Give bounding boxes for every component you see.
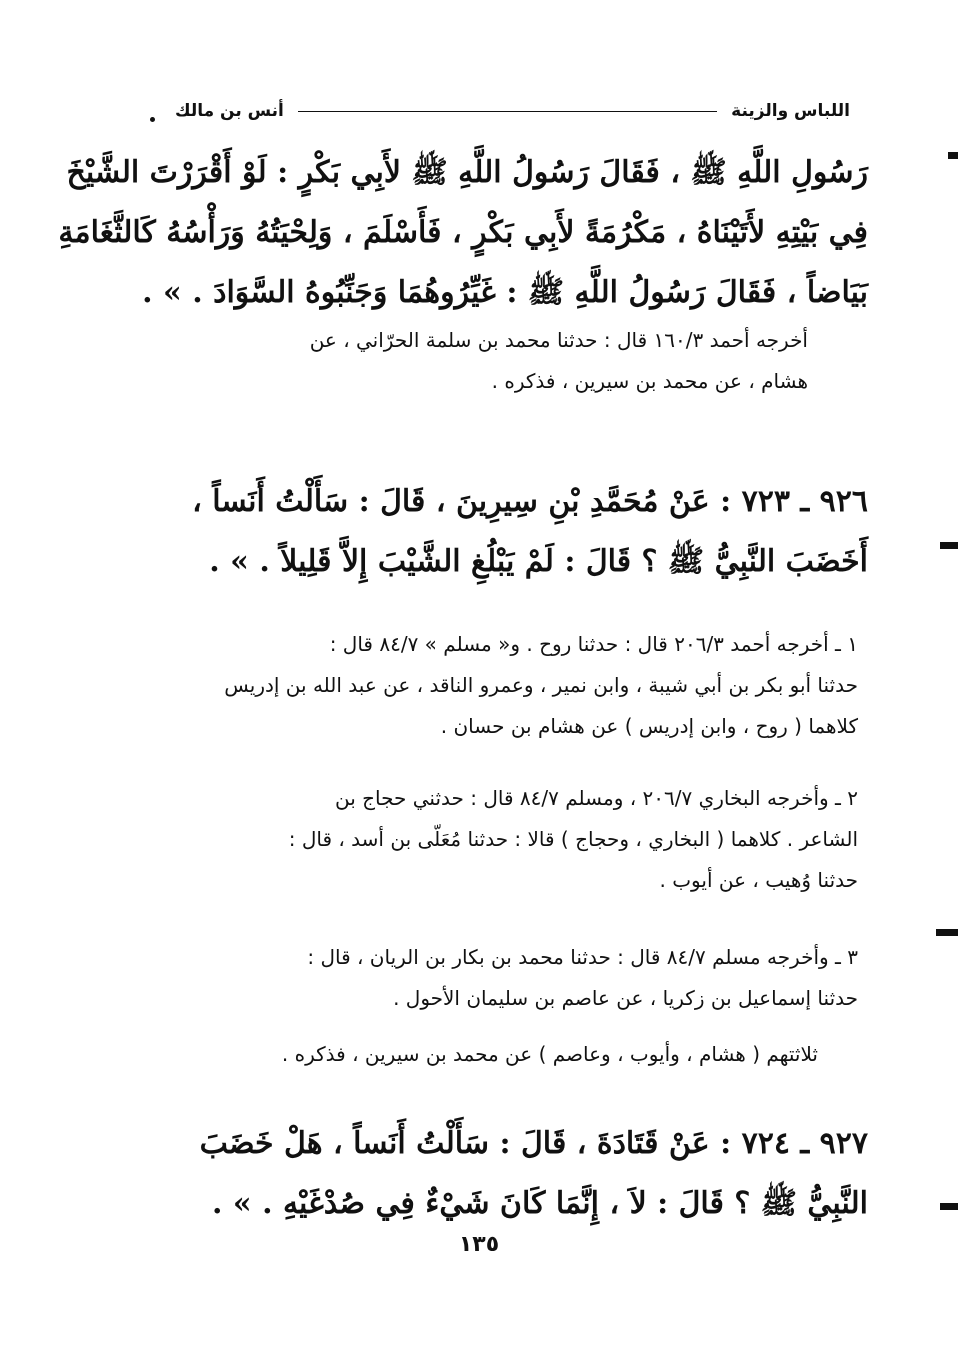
takhrij-note-2 <box>160 778 858 901</box>
note-line: الشاعر . كلاهما ( البخاري ، وحجاج ) قالا : حدثنا مُعَلّى بن أسد ، قال : <box>288 827 858 851</box>
hadith-continuation <box>58 143 868 323</box>
note-line: ١ ـ أخرجه أحمد ٢٠٦/٣ قال : حدثنا روح . و« مسلم » ٨٤/٧ قال : <box>329 632 858 656</box>
scan-edge-mark <box>940 1203 958 1210</box>
takhrij-note-3 <box>165 937 858 1019</box>
text-line: رَسُولِ اللَّهِ ﷺ ، فَقَالَ رَسُولُ اللَّهِ ﷺ لأَبِي بَكْرٍ : لَوْ أَقْرَرْتَ الشَّيْخَ <box>66 155 868 190</box>
takhrij-note-1 <box>165 624 858 747</box>
scan-edge-mark <box>948 152 958 159</box>
note-line: كلاهما ( روح ، وابن إدريس ) عن هشام بن حسان . <box>440 714 858 738</box>
scan-edge-mark <box>940 542 958 549</box>
note-line: هشام ، عن محمد بن سيرين ، فذكره . <box>491 369 808 393</box>
text-line: ٩٢٧ ـ ٧٢٤ : عَنْ قَتَادَةَ ، قَالَ : سَأَلْتُ أَنَساً ، هَلْ خَضَبَ <box>199 1126 868 1161</box>
running-header <box>175 96 850 126</box>
note-line: ثلاثتهم ( هشام ، وأيوب ، وعاصم ) عن محمد بن سيرين ، فذكره . <box>281 1042 818 1066</box>
scan-edge-mark <box>936 929 958 936</box>
text-line: أَخَضَبَ النَّبِيُّ ﷺ ؟ قَالَ : لَمْ يَبْلُغِ الشَّيْبَ إِلاَّ قَلِيلاً . » . <box>209 544 868 579</box>
header-chapter-title: اللباس والزينة <box>731 101 850 121</box>
takhrij-summary <box>180 1034 818 1075</box>
text-line: بَيَاضاً ، فَقَالَ رَسُولُ اللَّهِ ﷺ : غَيِّرُوهُمَا وَجَنِّبُوهُ السَّوَادَ . » . <box>142 275 868 310</box>
text-line: النَّبِيُّ ﷺ ؟ قَالَ : لاَ ، إِنَّمَا كَانَ شَيْءٌ فِي صُدْغَيْهِ . » . <box>211 1186 868 1221</box>
hadith-926 <box>165 472 868 592</box>
text-line: فِي بَيْتِهِ لأَتَيْنَاهُ ، مَكْرُمَةً لأَبِي بَكْرٍ ، فَأَسْلَمَ ، وَلِحْيَتُهُ وَرَأْسُهُ كَالثَّغَامَةِ <box>58 215 868 250</box>
note-line: ٣ ـ وأخرجه مسلم ٨٤/٧ قال : حدثنا محمد بن بكار بن الريان ، قال : <box>307 945 858 969</box>
header-rule <box>298 111 717 112</box>
page-number: ١٣٥ <box>458 1232 500 1257</box>
note-line: حدثنا أبو بكر بن أبي شيبة ، وابن نمير ، وعمرو الناقد ، عن عبد الله بن إدريس <box>224 673 858 697</box>
header-section-title: أنس بن مالك <box>175 101 284 121</box>
note-line: أخرجه أحمد ١٦٠/٣ قال : حدثنا محمد بن سلمة الحرّاني ، عن <box>309 328 808 352</box>
takhrij-note <box>165 320 808 402</box>
hadith-927 <box>160 1114 868 1234</box>
scan-dot <box>150 117 155 122</box>
note-line: حدثنا وُهيب ، عن أيوب . <box>659 868 858 892</box>
note-line: ٢ ـ وأخرجه البخاري ٢٠٦/٧ ، ومسلم ٨٤/٧ قال : حدثني حجاج بن <box>334 786 858 810</box>
text-line: ٩٢٦ ـ ٧٢٣ : عَنْ مُحَمَّدِ بْنِ سِيرِينَ ، قَالَ : سَأَلْتُ أَنَساً ، <box>192 484 868 519</box>
note-line: حدثنا إسماعيل بن زكريا ، عن عاصم بن سليمان الأحول . <box>393 986 858 1010</box>
